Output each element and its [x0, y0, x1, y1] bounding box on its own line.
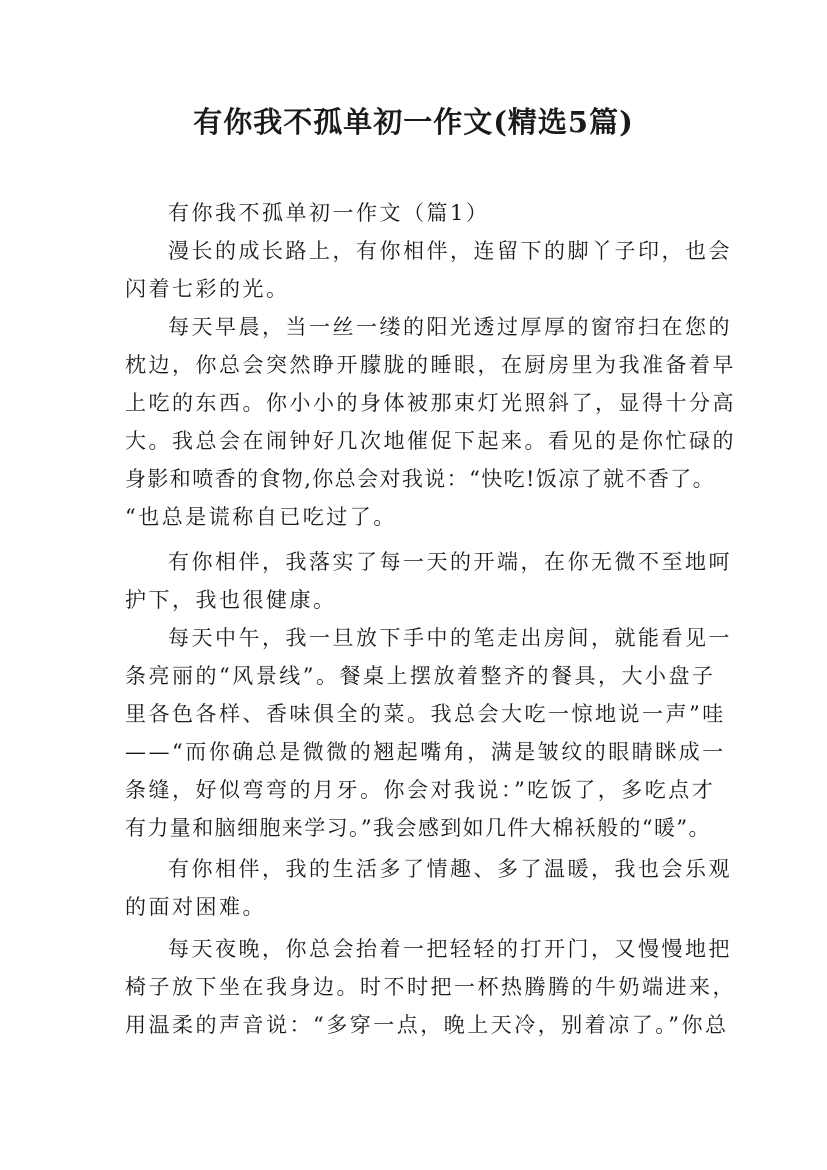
paragraph-line: 条亮丽的“风景线”。餐桌上摆放着整齐的餐具，大小盘子 [125, 664, 716, 688]
paragraph-line: 有力量和脑细胞来学习。”我会感到如几件大棉袄般的“暖”。 [125, 816, 711, 840]
paragraph-line: “也总是谎称自已吃过了。 [125, 505, 397, 529]
paragraph-line: 每天夜晚，你总会抬着一把轻轻的打开门，又慢慢地把 [168, 937, 732, 961]
paragraph-line: 用温柔的声音说：“多穿一点，晚上天冷，别着凉了。”你总 [125, 1013, 729, 1037]
paragraph-line: 有你相伴，我落实了每一天的开端，在你无微不至地呵 [168, 550, 732, 574]
paragraph-line: 大。我总会在闹钟好几次地催促下起来。看见的是你忙碌的 [125, 429, 736, 453]
paragraph-line: 里各色各样、香味俱全的菜。我总会大吃一惊地说一声”哇 [125, 702, 726, 726]
paragraph-line: 身影和喷香的食物,你总会对我说：“快吃!饭凉了就不香了。 [125, 467, 716, 491]
section-heading: 有你我不孤单初一作文（篇1） [168, 201, 490, 225]
paragraph-line: 上吃的东西。你小小的身体被那束灯光照斜了，显得十分高 [125, 391, 736, 415]
paragraph-line: 闪着七彩的光。 [125, 277, 290, 301]
paragraph-line: 枕边，你总会突然睁开朦胧的睡眼，在厨房里为我准备着早 [125, 353, 736, 377]
paragraph-line: 的面对困难。 [125, 895, 266, 919]
paragraph-line: ——“而你确总是微微的翘起嘴角，满是皱纹的眼睛眯成一 [125, 740, 726, 764]
paragraph-line: 每天中午，我一旦放下手中的笔走出房间，就能看见一 [168, 626, 732, 650]
document-title: 有你我不孤单初一作文(精选5篇) [193, 105, 634, 139]
paragraph-line: 漫长的成长路上，有你相伴，连留下的脚丫子印，也会 [168, 239, 732, 263]
paragraph-line: 椅子放下坐在我身边。时不时把一杯热腾腾的牛奶端进来， [125, 975, 736, 999]
paragraph-line: 护下，我也很健康。 [125, 588, 337, 612]
paragraph-line: 有你相伴，我的生活多了情趣、多了温暖，我也会乐观 [168, 857, 732, 881]
paragraph-line: 每天早晨，当一丝一缕的阳光透过厚厚的窗帘扫在您的 [168, 315, 732, 339]
paragraph-line: 条缝，好似弯弯的月牙。你会对我说：”吃饭了，多吃点才 [125, 778, 716, 802]
